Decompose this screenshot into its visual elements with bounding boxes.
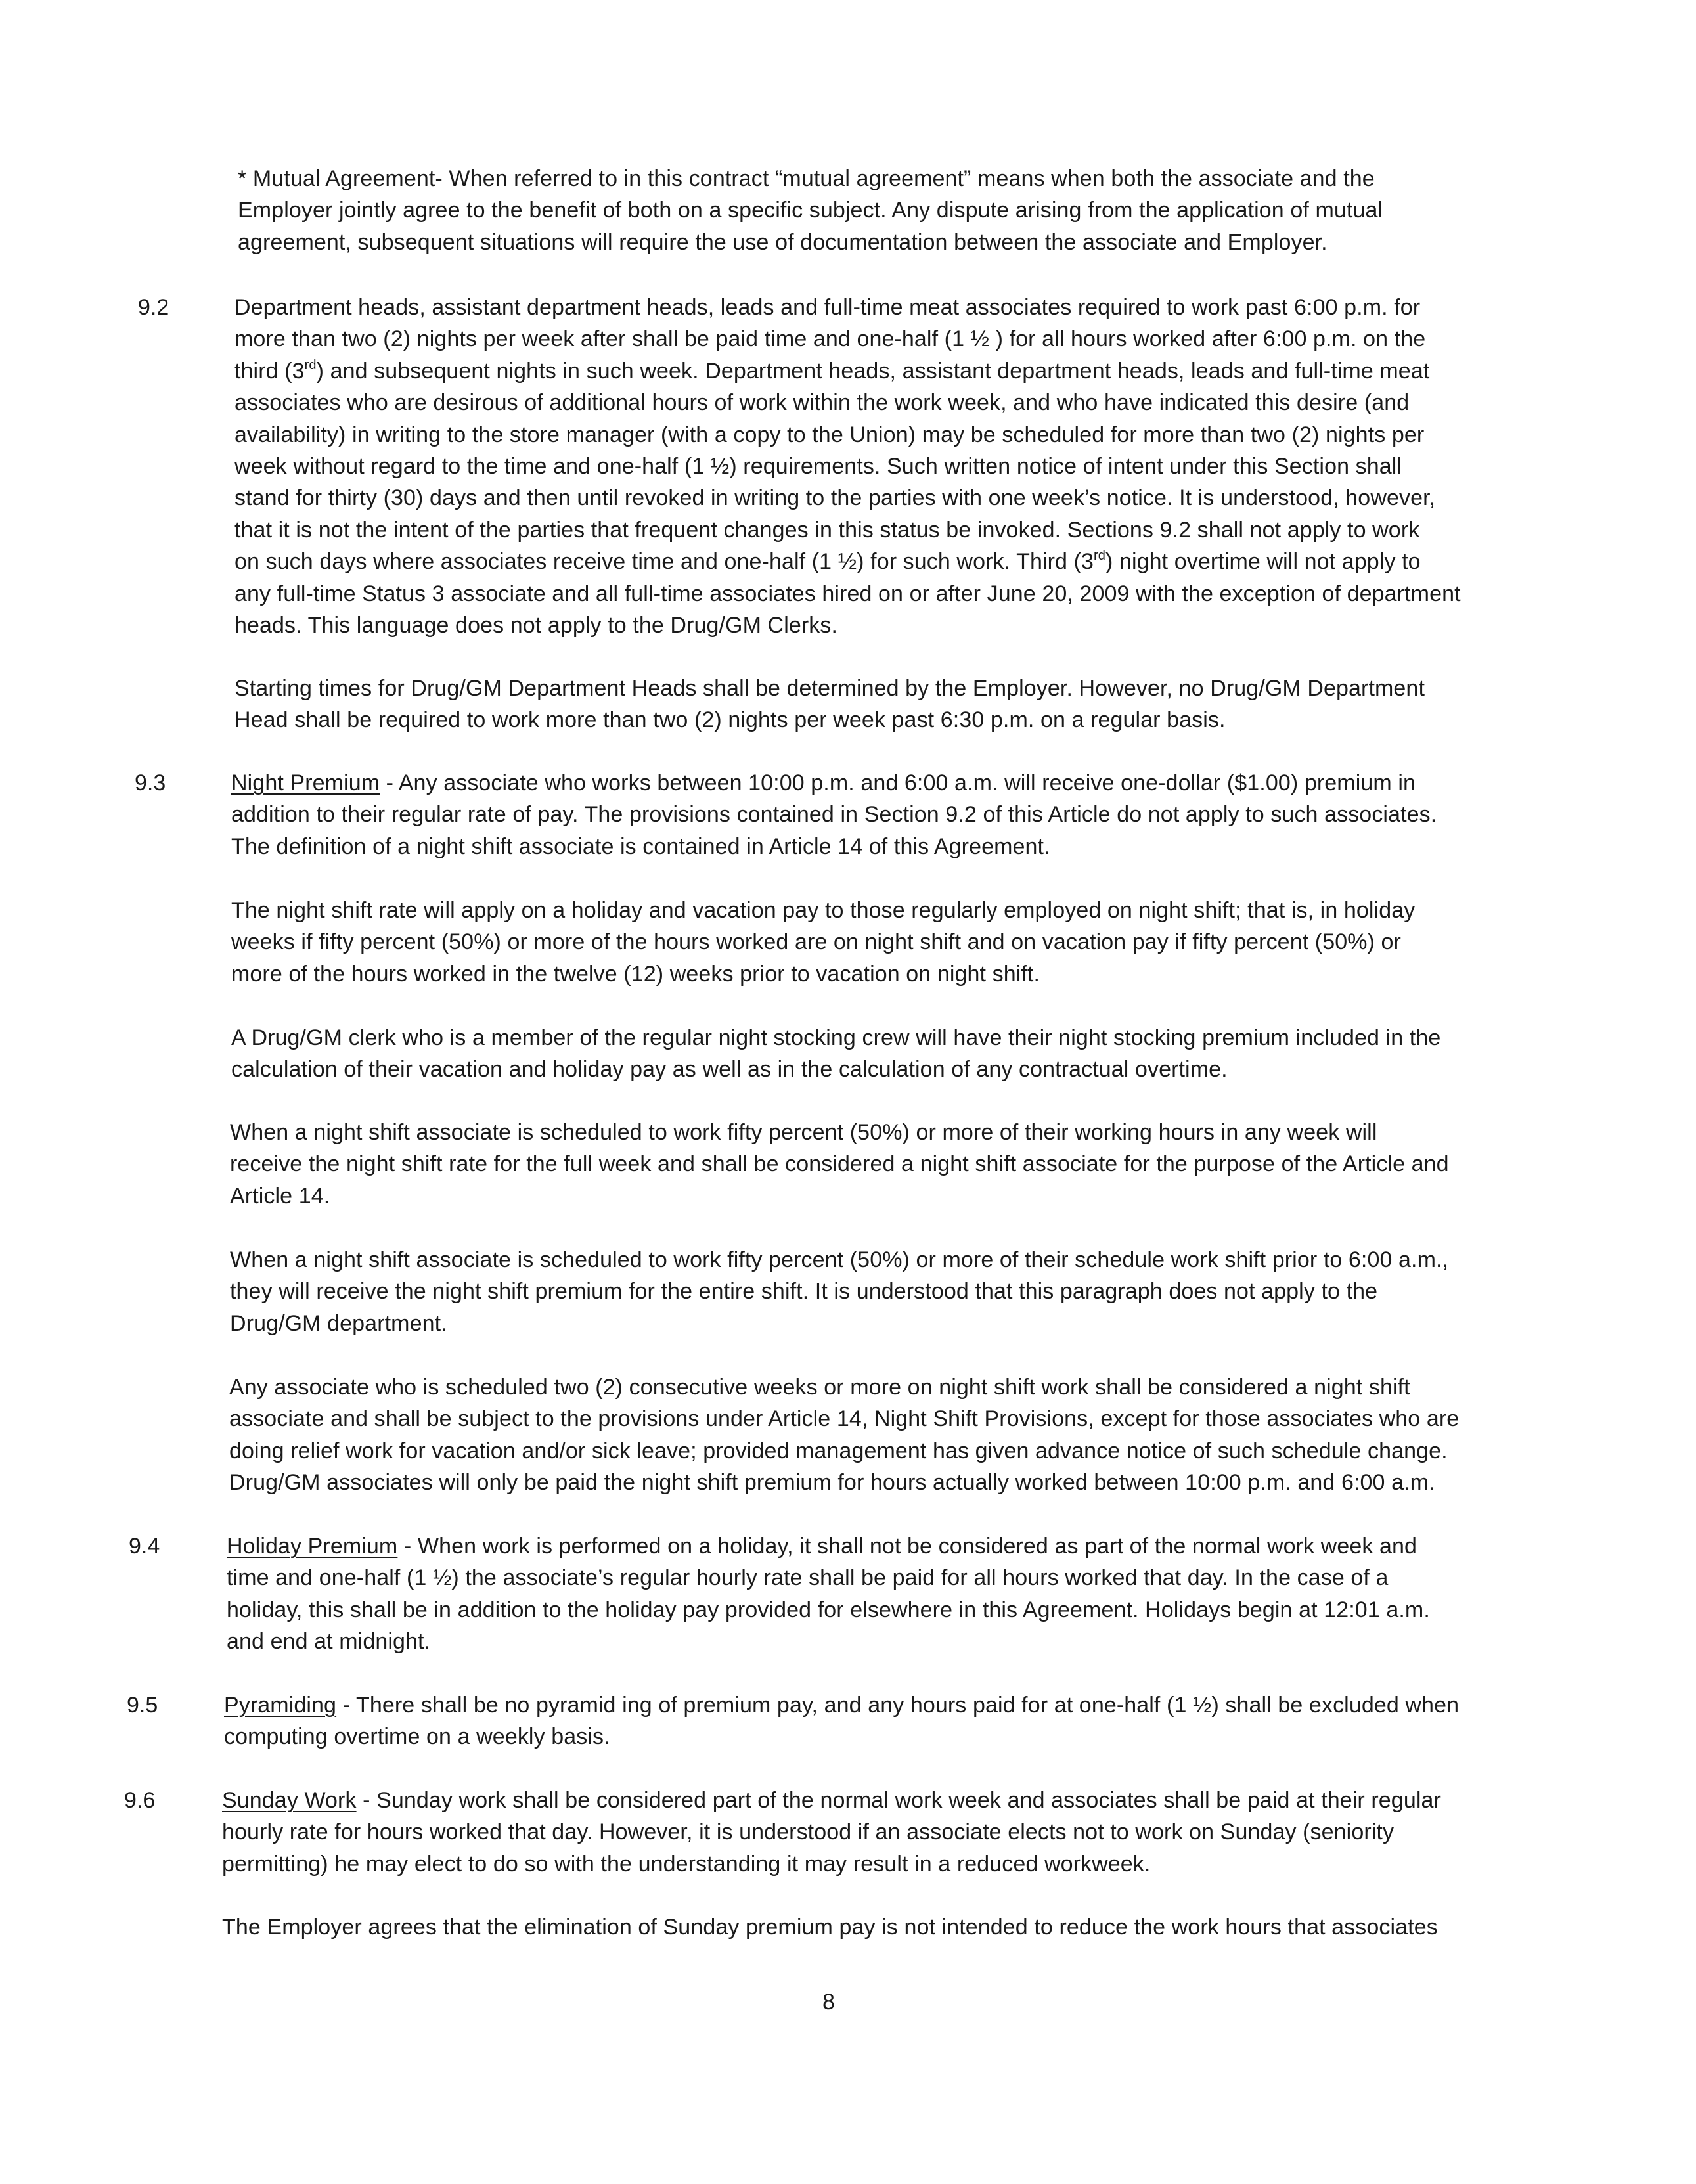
page-number: 8	[822, 1990, 835, 2015]
text-line: heads. This language does not apply to the Drug/GM Clerks.	[234, 613, 838, 638]
text-line: they will receive the night shift premium for the entire shift. It is understood that this paragraph does not apply to the	[230, 1279, 1378, 1304]
text-run: ) and subsequent nights in such week. Department heads, assistant department heads, leads and full-time meat	[316, 358, 1430, 384]
section-title: Pyramiding	[224, 1693, 337, 1718]
text-line: The definition of a night shift associate is contained in Article 14 of this Agreement.	[231, 834, 1050, 859]
text-run: ) night overtime will not apply to	[1105, 549, 1421, 575]
text-line: When a night shift associate is scheduled to work fifty percent (50%) or more of their working hours in any week will	[230, 1120, 1377, 1145]
text-line: doing relief work for vacation and/or sick leave; provided management has given advance notice of such schedule change.	[229, 1438, 1448, 1463]
text-line: A Drug/GM clerk who is a member of the regular night stocking crew will have their night stocking premium included in the	[231, 1025, 1441, 1050]
mutual-agreement-paragraph	[238, 163, 1383, 258]
text-line	[231, 767, 1437, 799]
section-title: Night Premium	[231, 770, 380, 795]
section-9-5-paragraph	[224, 1689, 1459, 1753]
section-9-3-paragraph-3	[231, 1022, 1440, 1086]
section-9-3-paragraph-6	[229, 1371, 1459, 1499]
text-line: agreement, subsequent situations will require the use of documentation between the associate and Employer.	[238, 229, 1328, 255]
text-line: addition to their regular rate of pay. The provisions contained in Section 9.2 of this Article do not apply to such associates.	[231, 802, 1437, 828]
text-line: Employer jointly agree to the benefit of both on a specific subject. Any dispute arising from the application of mutual	[238, 198, 1383, 223]
section-9-2-paragraph-2	[234, 673, 1425, 736]
text-line: Department heads, assistant department heads, leads and full-time meat associates required to work past 6:00 p.m. for	[234, 295, 1421, 320]
text-line: time and one-half (1 ½) the associate’s regular hourly rate shall be paid for all hours worked that day. In the case of a	[227, 1565, 1389, 1591]
text-line	[227, 1530, 1430, 1562]
text-run: on such days where associates receive time and one-half (1 ½) for such work. Third (3	[234, 549, 1094, 575]
text-line: Article 14.	[230, 1183, 330, 1209]
text-line: hourly rate for hours worked that day. However, it is understood if an associate elects not to work on Sunday (seniority	[222, 1819, 1395, 1845]
text-line: weeks if fifty percent (50%) or more of the hours worked are on night shift and on vacation pay if fifty percent (50%) or	[231, 929, 1401, 955]
text-line	[234, 546, 1461, 577]
section-9-3-paragraph-5	[230, 1244, 1448, 1339]
text-line: holiday, this shall be in addition to the holiday pay provided for elsewhere in this Agreement. Holidays begin at 12:01 a.m.	[227, 1597, 1430, 1622]
text-line: The Employer agrees that the elimination of Sunday premium pay is not intended to reduce the work hours that associates	[222, 1915, 1438, 1940]
text-line: more of the hours worked in the twelve (12) weeks prior to vacation on night shift.	[231, 961, 1040, 987]
text-run: - When work is performed on a holiday, it shall not be considered as part of the normal work week and	[397, 1534, 1417, 1559]
text-line: availability) in writing to the store manager (with a copy to the Union) may be scheduled for more than two (2) nights per	[234, 422, 1425, 447]
text-line: permitting) he may elect to do so with the understanding it may result in a reduced workweek.	[222, 1851, 1151, 1877]
text-run: - Sunday work shall be considered part of the normal work week and associates shall be paid at their regular	[356, 1788, 1441, 1813]
text-run: - There shall be no pyramid ing of premium pay, and any hours paid for at one-half (1 ½) shall be excluded when	[336, 1693, 1460, 1718]
text-line: more than two (2) nights per week after shall be paid time and one-half (1 ½ ) for all hours worked after 6:00 p.m. on the	[234, 326, 1426, 352]
text-line: any full-time Status 3 associate and all full-time associates hired on or after June 20, 2009 with the exception of department	[234, 581, 1461, 606]
text-line: Drug/GM department.	[230, 1310, 447, 1336]
text-line: computing overtime on a weekly basis.	[224, 1724, 610, 1750]
text-line: stand for thirty (30) days and then until revoked in writing to the parties with one week’s notice. It is understood, however,	[234, 485, 1436, 511]
text-run: third (3	[234, 358, 305, 384]
section-number: 9.3	[135, 770, 166, 795]
section-number: 9.2	[138, 295, 169, 320]
text-line: calculation of their vacation and holiday pay as well as in the calculation of any contractual overtime.	[231, 1057, 1228, 1082]
section-9-3-paragraph-2	[231, 895, 1415, 990]
superscript: rd	[304, 357, 317, 372]
text-line: Drug/GM associates will only be paid the night shift premium for hours actually worked between 10:00 p.m. and 6:00 a.m.	[229, 1470, 1435, 1496]
text-line: associates who are desirous of additional hours of work within the work week, and who have indicated this desire (and	[234, 390, 1410, 416]
text-line: associate and shall be subject to the provisions under Article 14, Night Shift Provisions, except for those associates who are	[229, 1406, 1460, 1432]
section-number: 9.6	[124, 1788, 156, 1813]
section-9-4-paragraph	[227, 1530, 1430, 1658]
text-line: Any associate who is scheduled two (2) consecutive weeks or more on night shift work shall be considered a night shift	[229, 1375, 1410, 1400]
text-line: that it is not the intent of the parties that frequent changes in this status be invoked. Sections 9.2 shall not apply to work	[234, 517, 1420, 543]
text-line: and end at midnight.	[227, 1629, 431, 1655]
text-line	[222, 1785, 1441, 1816]
section-number: 9.5	[127, 1693, 158, 1718]
section-title: Sunday Work	[222, 1788, 357, 1813]
section-number: 9.4	[129, 1534, 160, 1559]
section-title: Holiday Premium	[227, 1534, 398, 1559]
section-9-6-paragraph-2	[222, 1911, 1438, 1943]
superscript: rd	[1094, 548, 1106, 564]
text-line: Head shall be required to work more than two (2) nights per week past 6:30 p.m. on a regular basis.	[234, 707, 1226, 733]
text-line	[234, 355, 1461, 387]
text-line: receive the night shift rate for the full week and shall be considered a night shift associate for the purpose of the Article and	[230, 1151, 1449, 1177]
section-9-3-paragraph	[231, 767, 1437, 862]
text-line	[224, 1689, 1459, 1721]
text-line: When a night shift associate is scheduled to work fifty percent (50%) or more of their schedule work shift prior to 6:00 a.m.,	[230, 1247, 1449, 1272]
text-line: week without regard to the time and one-half (1 ½) requirements. Such written notice of intent under this Section shall	[234, 454, 1402, 479]
section-9-6-paragraph	[222, 1785, 1441, 1880]
text-line: The night shift rate will apply on a holiday and vacation pay to those regularly employed on night shift; that is, in holiday	[231, 898, 1416, 923]
text-line: * Mutual Agreement- When referred to in this contract “mutual agreement” means when both the associate and the	[238, 166, 1375, 191]
section-9-2-paragraph	[234, 292, 1461, 641]
text-run: - Any associate who works between 10:00 p.m. and 6:00 a.m. will receive one-dollar ($1.00) premium in	[380, 770, 1416, 795]
section-9-3-paragraph-4	[230, 1117, 1449, 1212]
text-line: Starting times for Drug/GM Department Heads shall be determined by the Employer. However, no Drug/GM Department	[234, 676, 1425, 701]
